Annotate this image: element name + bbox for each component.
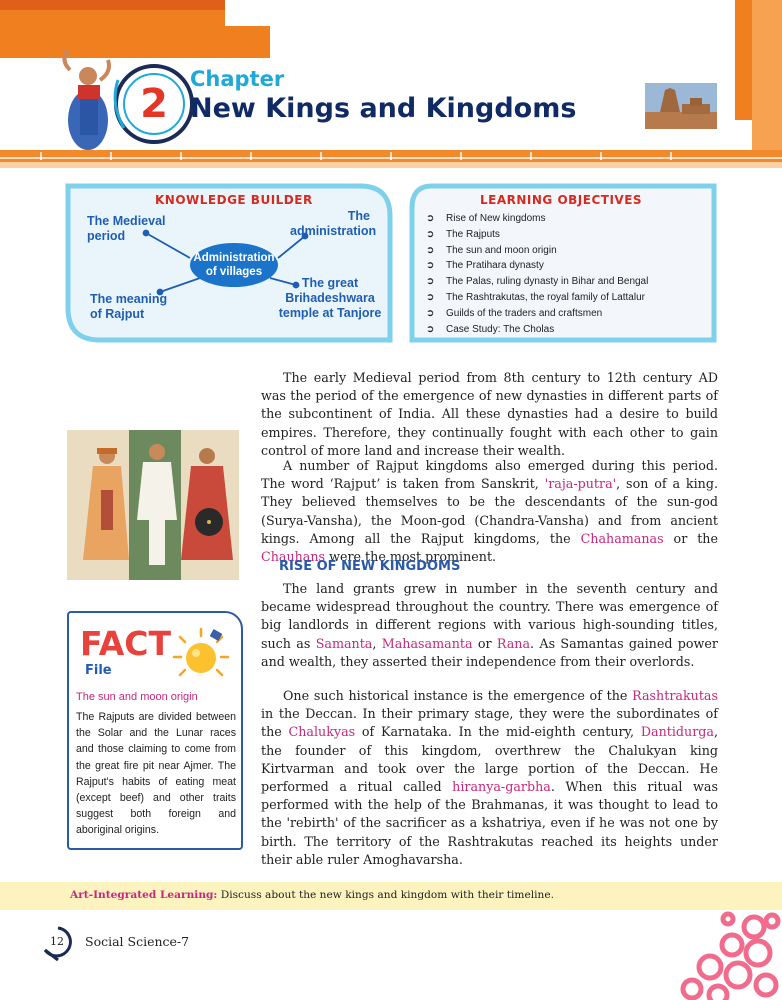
fact-text: The Rajputs are divided between the Solar and the Lunar races and those claiming to come from the great fire pit near Ajmer. The Rajput's habits of eating meat (except beef) and other traits suggest both foreign and aboriginal origins. xyxy=(76,711,236,837)
kb-center-node xyxy=(190,243,278,287)
chapter-header-banner xyxy=(0,0,782,175)
kb-node-temple: The great Brihadeshwara temple at Tanjore xyxy=(278,276,382,320)
paragraph-intro: The early Medieval period from 8th century to 12th century AD was the period of the emergence of new dynasties in different parts of the subcontinent of India. All these dynasties had a desire to build empires. Therefore, they continually fought with each other to gain control of more land and increase their wealth. xyxy=(261,370,718,458)
list-item: ➲ Rise of New kingdoms xyxy=(426,213,546,224)
knowledge-builder-title: KNOWLEDGE BUILDER xyxy=(155,193,313,207)
fact-heading: The sun and moon origin xyxy=(76,691,198,703)
fact-subtitle: File xyxy=(85,663,112,678)
paragraph-rashtrakutas: One such historical instance is the emergence of the Rashtrakutas in the Deccan. In their primary stage, they were the subordinates of the Chalukyas of Karnataka. In the mid-eighth century, Dantidurga, the founder of this kingdom, overthrew the Chalukyan king Kirtvarman and took over the large portion of the Deccan. He performed a ritual called hiranya-garbha. When this ritual was performed with the help of the Brahmanas, it was thought to lead to the 'rebirth' of the sacrificer as a kshatriya, even if he was not one by birth. The territory of the Rashtrakutas reached its heights under their able ruler Amoghavarsha. xyxy=(261,688,718,867)
decorative-circles xyxy=(668,905,782,1000)
chapter-title: New Kings and Kingdoms xyxy=(190,93,577,124)
learning-objectives-list xyxy=(426,211,716,337)
page-number: 12 xyxy=(50,935,64,948)
list-item: ➲ The Pratihara dynasty xyxy=(426,260,544,272)
kb-node-medieval: The Medieval period xyxy=(87,214,166,243)
kb-center-line2: of villages xyxy=(205,266,263,278)
list-item: ➲ The sun and moon origin xyxy=(426,244,557,256)
learning-objectives-title: LEARNING OBJECTIVES xyxy=(480,193,643,207)
temple-photo xyxy=(645,83,717,129)
paragraph-rajputs: A number of Rajput kingdoms also emerged during this period. The word ‘Rajput’ is taken from Sanskrit, 'raja-putra', son of a king. They believed themselves to be the descendants of the sun-god (Surya-Vansha), the Moon-god (Chandra-Vansha) and from ancient kings. Among all the Rajput kingdoms, the Chahamanas or the Chauhans were the most prominent. xyxy=(261,458,718,565)
fact-title: FACT xyxy=(80,624,172,663)
list-item: ➲ Guilds of the traders and craftsmen xyxy=(426,307,603,319)
list-item: ➲ Case Study: The Cholas xyxy=(426,323,555,335)
kb-center-line1: Administration xyxy=(193,252,275,264)
list-item: ➲ The Rashtrakutas, the royal family of Lattalur xyxy=(426,291,645,303)
art-integrated-text: Art-Integrated Learning: Discuss about the new kings and kingdom with their timeline. xyxy=(70,889,554,901)
list-item: ➲ The Palas, ruling dynasty in Bihar and Bengal xyxy=(426,276,649,288)
rajput-kings-painting xyxy=(67,430,239,580)
chapter-number: 2 xyxy=(140,81,168,127)
dancer-illustration xyxy=(64,50,109,150)
kb-node-administration: The administration xyxy=(290,209,377,238)
lightbulb-icon xyxy=(170,625,232,683)
book-name: Social Science-7 xyxy=(85,934,190,949)
paragraph-land-grants: The land grants grew in number in the seventh century and became widespread throughout the country. There was emergence of big landlords in different regions with various high-sounding titles, such as Samanta, Mahasamanta or Rana. As Samantas gained power and wealth, they asserted their independence from their overlords. xyxy=(261,581,718,669)
list-item: ➲ The Rajputs xyxy=(426,228,500,240)
chapter-label: Chapter xyxy=(190,67,285,91)
kb-node-rajput: The meaning of Rajput xyxy=(90,292,168,321)
section-heading: RISE OF NEW KINGDOMS xyxy=(279,559,461,574)
